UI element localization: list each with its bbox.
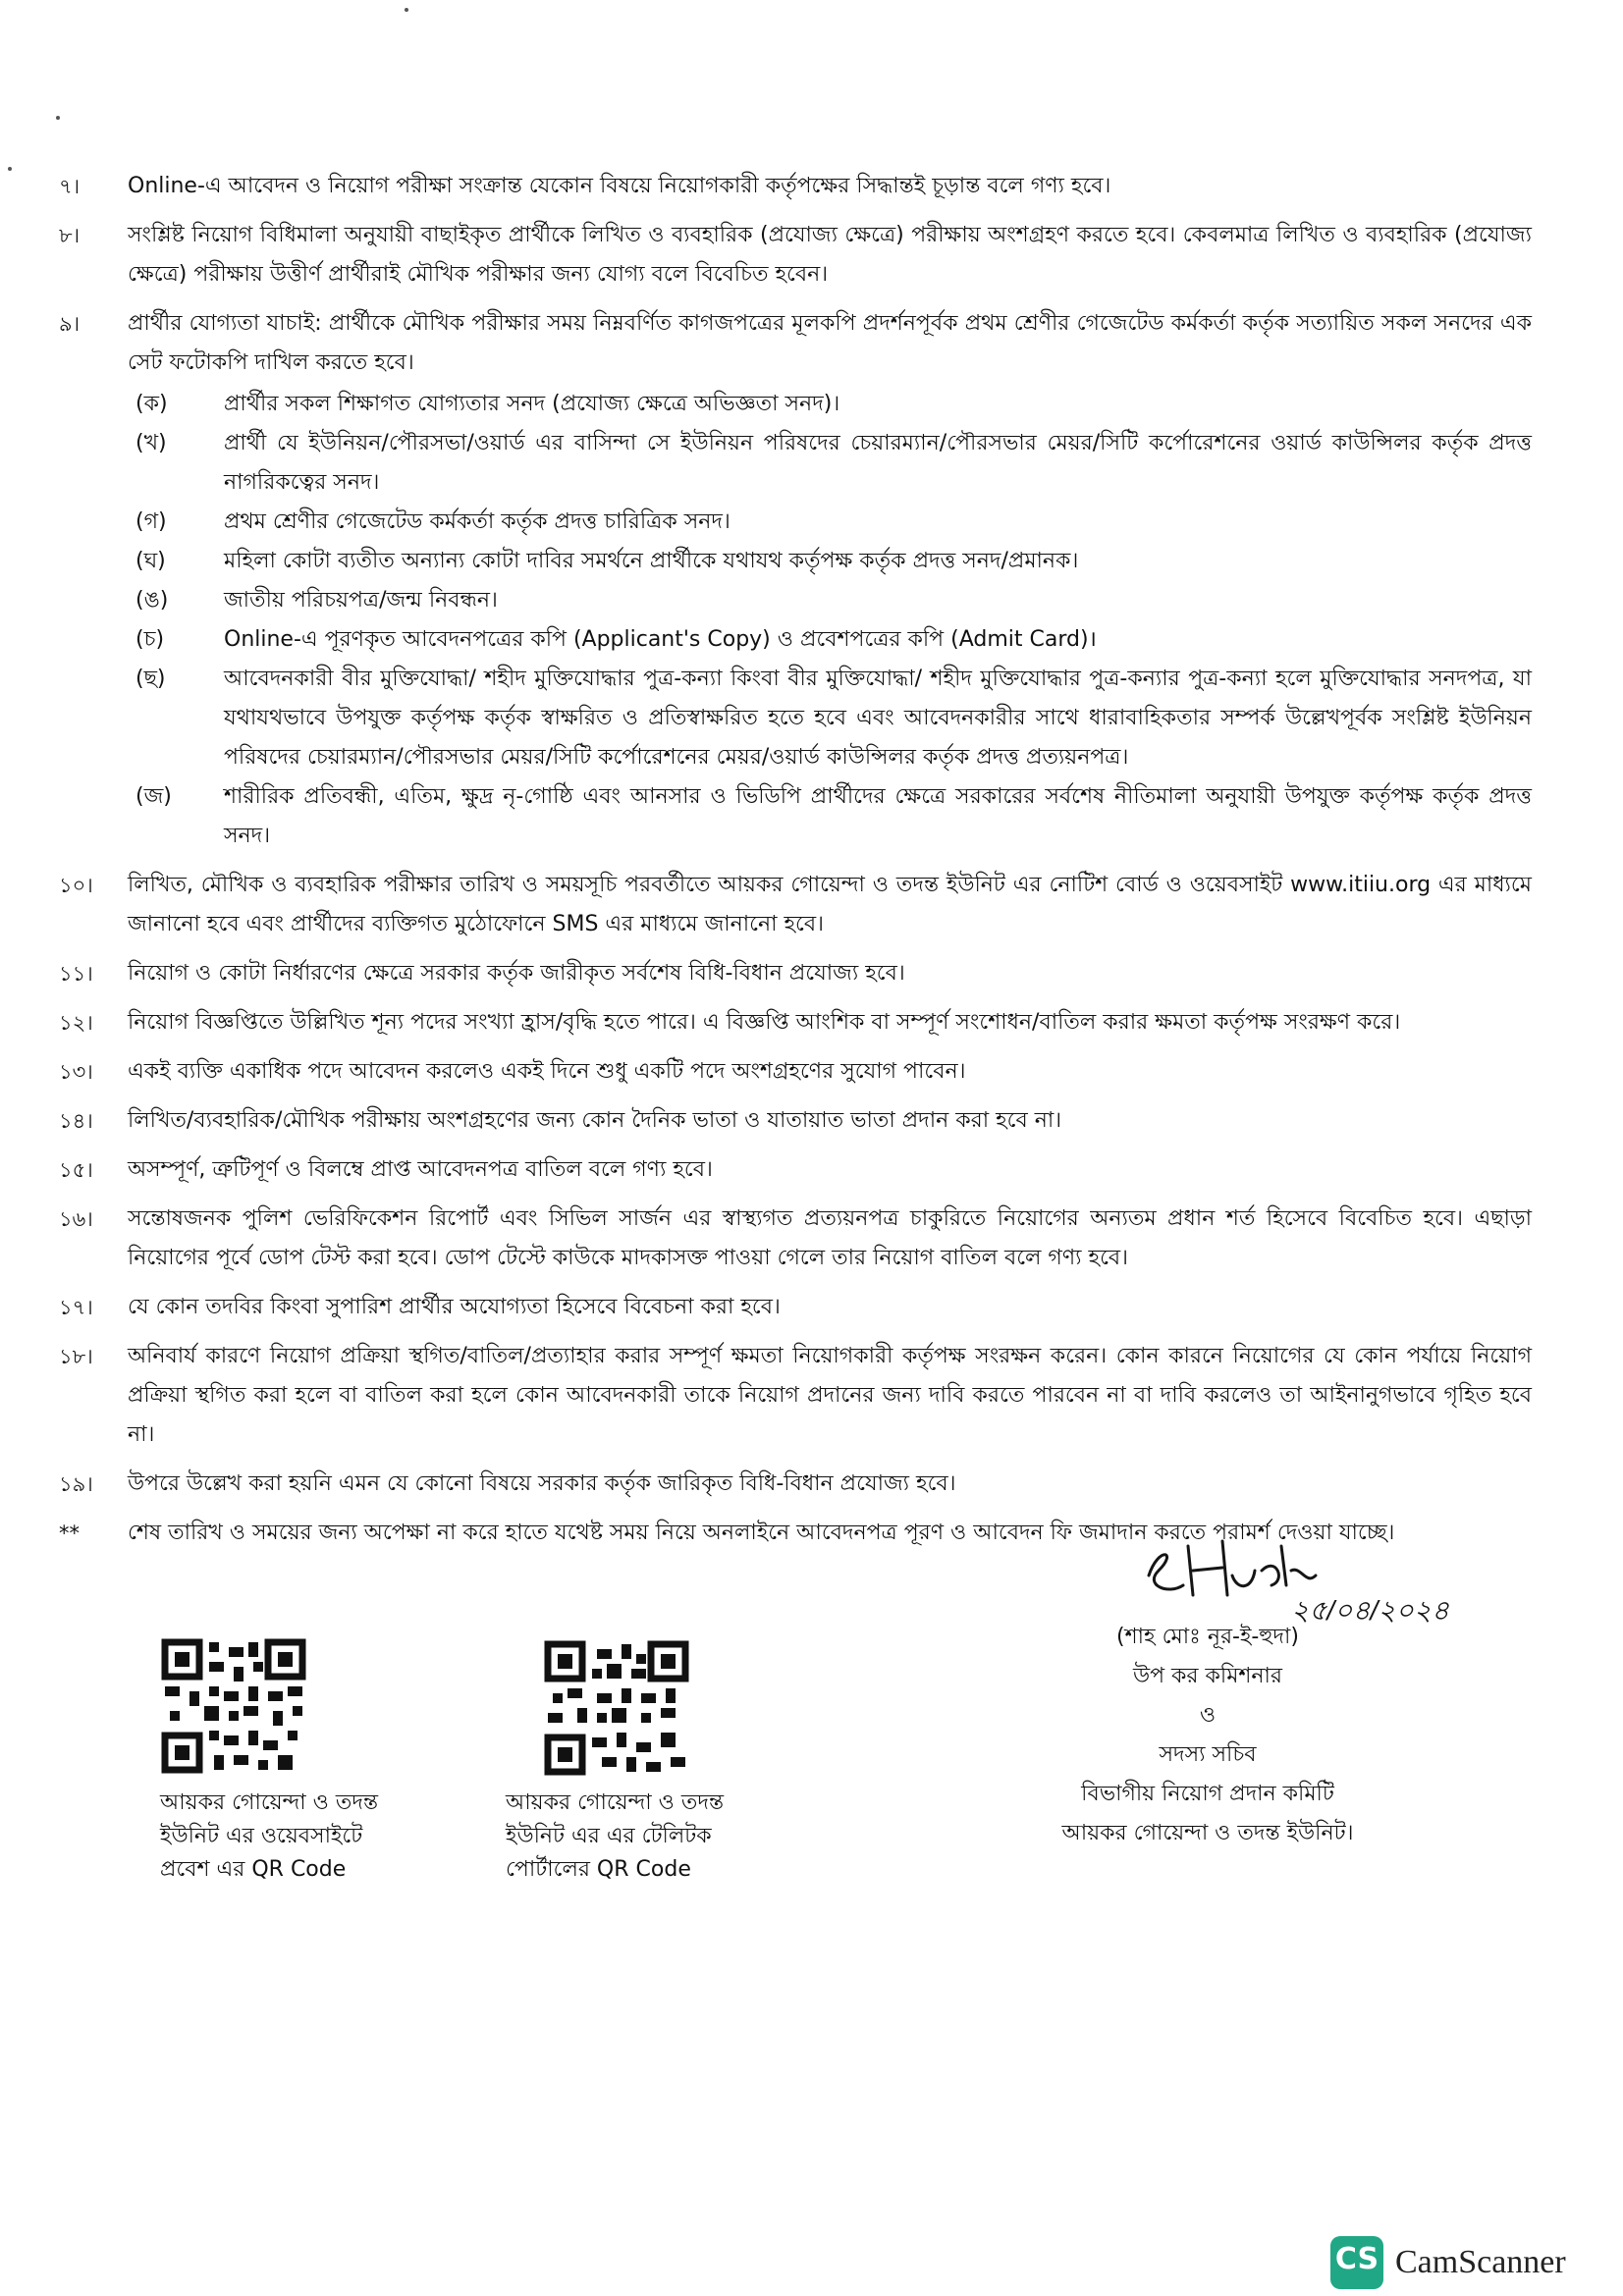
sub-item-text: প্রার্থীর সকল শিক্ষাগত যোগ্যতার সনদ (প্রযোজ্য ক্ষেত্রে অভিজ্ঞতা সনদ)। [224,392,840,416]
camscanner-logo-icon [1330,2236,1383,2289]
qr-caption-line: প্রবেশ এর QR Code [160,1857,347,1882]
signatory-block [1001,1618,1414,1853]
item-number: ৯। [59,312,81,336]
sub-item-label: (ঘ) [135,549,166,573]
scan-speck [8,167,12,171]
item-number: ৭। [59,175,81,198]
list-item [39,866,1532,944]
instruction-list [39,167,1532,1563]
signatory-name: (শাহ মোঃ নূর-ই-হুদা) [1116,1625,1299,1649]
sub-item-label: (খ) [135,431,167,455]
item-text: যে কোন তদবির কিংবা সুপারিশ প্রার্থীর অযোগ্যতা হিসেবে বিবেচনা করা হবে। [128,1295,781,1319]
list-item [39,1150,1532,1190]
sub-item-text: শারীরিক প্রতিবন্ধী, এতিম, ক্ষুদ্র নৃ-গোষ্ঠি এবং আনসার ও ভিডিপি প্রার্থীদের ক্ষেত্রে সরকারের সর্বশেষ নীতিমালা অনুযায়ী উপযুক্ত কর্তৃপক্ষ কর্তৃক প্রদত্ত সনদ। [224,784,1532,848]
item-text: নিয়োগ ও কোটা নির্ধারণের ক্ষেত্রে সরকার কর্তৃক জারীকৃত সর্বশেষ বিধি-বিধান প্রযোজ্য হবে। [128,961,905,986]
note-marker: ** [59,1522,80,1545]
qr-caption-line: পোর্টালের QR Code [506,1857,691,1882]
sub-item [135,777,1532,856]
camscanner-watermark [1330,2236,1566,2289]
item-text: সন্তোষজনক পুলিশ ভেরিফিকেশন রিপোর্ট এবং সিভিল সার্জন এর স্বাস্থ্যগত প্রত্যয়নপত্র চাকুরিতে নিয়োগের অন্যতম প্রধান শর্ত হিসেবে বিবেচিত হবে। এছাড়া নিয়োগের পূর্বে ডোপ টেস্ট করা হবে। ডোপ টেস্টে কাউকে মাদকাসক্ত পাওয়া গেলে তার নিয়োগ বাতিল বলে গণ্য হবে। [128,1206,1532,1270]
sub-item [135,424,1532,503]
signature-date: ২৫/০৪/২০২৪ [1291,1595,1450,1625]
website-qr-code[interactable] [160,1637,307,1775]
sub-item [135,660,1532,777]
sub-item [135,542,1532,581]
qr-caption-line: আয়কর গোয়েন্দা ও তদন্ত [506,1790,725,1815]
item-number: ১৪। [59,1109,93,1133]
list-item [39,304,1532,856]
item-text: লিখিত, মৌখিক ও ব্যবহারিক পরীক্ষার তারিখ ও সময়সূচি পরবর্তীতে আয়কর গোয়েন্দা ও তদন্ত ইউনিট এর নোটিশ বোর্ড ও ওয়েবসাইট www.itiiu.org এর মাধ্যমে জানানো হবে এবং প্রার্থীদের ব্যক্তিগত মুঠোফোনে SMS এর মাধ্যমে জানানো হবে। [128,873,1532,936]
list-item [39,1465,1532,1504]
sub-item-text: Online-এ পূরণকৃত আবেদনপত্রের কপি (Applicant's Copy) ও প্রবেশপত্রের কপি (Admit Card)। [224,627,1097,652]
item-text: একই ব্যক্তি একাধিক পদে আবেদন করলেও একই দিনে শুধু একটি পদে অংশগ্রহণের সুযোগ পাবেন। [128,1059,966,1084]
sub-item-text: আবেদনকারী বীর মুক্তিযোদ্ধা/ শহীদ মুক্তিযোদ্ধার পুত্র-কন্যা কিংবা বীর মুক্তিযোদ্ধা/ শহীদ মুক্তিযোদ্ধার পুত্র-কন্যার পুত্র-কন্যা হলে মুক্তিযোদ্ধার সনদপত্র, যা যথাযথভাবে উপযুক্ত কর্তৃপক্ষ কর্তৃক স্বাক্ষরিত ও প্রতিস্বাক্ষরিত হতে হবে এবং আবেদনকারীর সাথে ধারাবাহিকতার সম্পর্ক উল্লেখপূর্বক সংশ্লিষ্ট ইউনিয়ন পরিষদের চেয়ারম্যান/পৌরসভার মেয়র/সিটি কর্পোরেশনের মেয়র/ওয়ার্ড কাউন্সিলর কর্তৃক প্রদত্ত প্রত্যয়নপত্র। [224,667,1532,770]
sub-item-text: প্রথম শ্রেণীর গেজেটেড কর্মকর্তা কর্তৃক প্রদত্ত চারিত্রিক সনদ। [224,509,730,534]
teletalk-qr-caption [506,1787,724,1887]
qr-caption-line: ইউনিট এর এর টেলিটক [506,1824,712,1848]
item-text: Online-এ আবেদন ও নিয়োগ পরীক্ষা সংক্রান্ত যেকোন বিষয়ে নিয়োগকারী কর্তৃপক্ষের সিদ্ধান্তই চূড়ান্ত বলে গণ্য হবে। [128,174,1111,198]
list-item [39,167,1532,206]
sub-item-label: (গ) [135,509,167,534]
signatory-conjunction: ও [1199,1703,1217,1728]
scan-speck [405,8,408,12]
item-number: ১৬। [59,1207,93,1231]
sub-item-label: (চ) [135,627,165,652]
signatory-committee: বিভাগীয় নিয়োগ প্রদান কমিটি [1081,1782,1334,1806]
sub-item-text: জাতীয় পরিচয়পত্র/জন্ম নিবন্ধন। [224,588,498,613]
note-text: শেষ তারিখ ও সময়ের জন্য অপেক্ষা না করে হাতে যথেষ্ট সময় নিয়ে অনলাইনে আবেদনপত্র পূরণ ও আবেদন ফি জমাদান করতে পরামর্শ দেওয়া যাচ্ছে। [128,1521,1395,1545]
item-number: ৮। [59,224,81,247]
item-text: প্রার্থীর যোগ্যতা যাচাই: প্রার্থীকে মৌখিক পরীক্ষার সময় নিম্নবর্ণিত কাগজপত্রের মূলকপি প্রদর্শনপূর্বক প্রথম শ্রেণীর গেজেটেড কর্মকর্তা কর্তৃক সত্যায়িত সকল সনদের এক সেট ফটোকপি দাখিল করতে হবে। [128,311,1532,375]
item-number: ১৮। [59,1345,93,1368]
item-number: ১৩। [59,1060,93,1084]
sub-item [135,620,1532,660]
item-text: নিয়োগ বিজ্ঞপ্তিতে উল্লিখিত শূন্য পদের সংখ্যা হ্রাস/বৃদ্ধি হতে পারে। এ বিজ্ঞপ্তি আংশিক বা সম্পূর্ণ সংশোধন/বাতিল করার ক্ষমতা কর্তৃপক্ষ সংরক্ষণ করে। [128,1010,1401,1035]
sub-item-label: (ছ) [135,667,166,691]
signatory-role: সদস্য সচিব [1159,1742,1257,1767]
document-checklist [128,385,1532,856]
website-qr-caption [160,1787,378,1887]
camscanner-logo-text: CS [1334,2242,1380,2276]
qr-caption-line: ইউনিট এর ওয়েবসাইটে [160,1824,363,1848]
scan-speck [56,116,60,120]
qr-caption-line: আয়কর গোয়েন্দা ও তদন্ত [160,1790,379,1815]
list-item [39,1101,1532,1141]
sub-item [135,581,1532,620]
list-item [39,1337,1532,1455]
list-item [39,1288,1532,1327]
signatory-designation: উপ কর কমিশনার [1132,1664,1283,1688]
sub-item-label: (ক) [135,392,168,416]
item-number: ১৫। [59,1158,93,1182]
sub-item-label: (ঙ) [135,588,169,613]
list-item [39,1003,1532,1042]
item-number: ১৭। [59,1296,93,1319]
item-number: ১০। [59,874,93,897]
sub-item [135,503,1532,542]
item-number: ১৯। [59,1472,93,1496]
sub-item-text: মহিলা কোটা ব্যতীত অন্যান্য কোটা দাবির সমর্থনে প্রার্থীকে যথাযথ কর্তৃপক্ষ কর্তৃক প্রদত্ত সনদ/প্রমানক। [224,549,1079,573]
item-text: অনিবার্য কারণে নিয়োগ প্রক্রিয়া স্থগিত/বাতিল/প্রত্যাহার করার সম্পূর্ণ ক্ষমতা নিয়োগকারী কর্তৃপক্ষ সংরক্ষন করেন। কোন কারনে নিয়োগের যে কোন পর্যায়ে নিয়োগ প্রক্রিয়া স্থগিত করা হলে বা বাতিল করা হলে কোন আবেদনকারী তাকে নিয়োগ প্রদানের জন্য দাবি করতে পারবেন না বা দাবি করলেও তা আইনানুগভাবে গৃহিত হবে না। [128,1344,1532,1447]
item-text: অসম্পূর্ণ, ত্রুটিপূর্ণ ও বিলম্বে প্রাপ্ত আবেদনপত্র বাতিল বলে গণ্য হবে। [128,1157,713,1182]
list-item [39,954,1532,993]
list-item [39,1052,1532,1092]
sub-item-label: (জ) [135,784,172,809]
list-item [39,216,1532,294]
sub-item [135,385,1532,424]
handwritten-signature [1129,1526,1473,1625]
item-text: সংশ্লিষ্ট নিয়োগ বিধিমালা অনুযায়ী বাছাইকৃত প্রার্থীকে লিখিত ও ব্যবহারিক (প্রযোজ্য ক্ষেত্রে) পরীক্ষায় অংশগ্রহণ করতে হবে। কেবলমাত্র লিখিত ও ব্যবহারিক (প্রযোজ্য ক্ষেত্রে) পরীক্ষায় উত্তীর্ণ প্রার্থীরাই মৌখিক পরীক্ষার জন্য যোগ্য বলে বিবেচিত হবেন। [128,223,1532,287]
teletalk-qr-code[interactable] [543,1639,690,1777]
item-number: ১১। [59,962,93,986]
list-item [39,1200,1532,1278]
item-number: ১২। [59,1011,93,1035]
item-text: উপরে উল্লেখ করা হয়নি এমন যে কোনো বিষয়ে সরকার কর্তৃক জারিকৃত বিধি-বিধান প্রযোজ্য হবে। [128,1471,956,1496]
sub-item-text: প্রার্থী যে ইউনিয়ন/পৌরসভা/ওয়ার্ড এর বাসিন্দা সে ইউনিয়ন পরিষদের চেয়ারম্যান/পৌরসভার মেয়র/সিটি কর্পোরেশনের ওয়ার্ড কাউন্সিলর কর্তৃক প্রদত্ত নাগরিকত্বের সনদ। [224,431,1532,495]
camscanner-label: CamScanner [1395,2244,1566,2280]
item-text: লিখিত/ব্যবহারিক/মৌখিক পরীক্ষায় অংশগ্রহণের জন্য কোন দৈনিক ভাতা ও যাতায়াত ভাতা প্রদান করা হবে না। [128,1108,1062,1133]
signatory-unit: আয়কর গোয়েন্দা ও তদন্ত ইউনিট। [1061,1821,1354,1845]
